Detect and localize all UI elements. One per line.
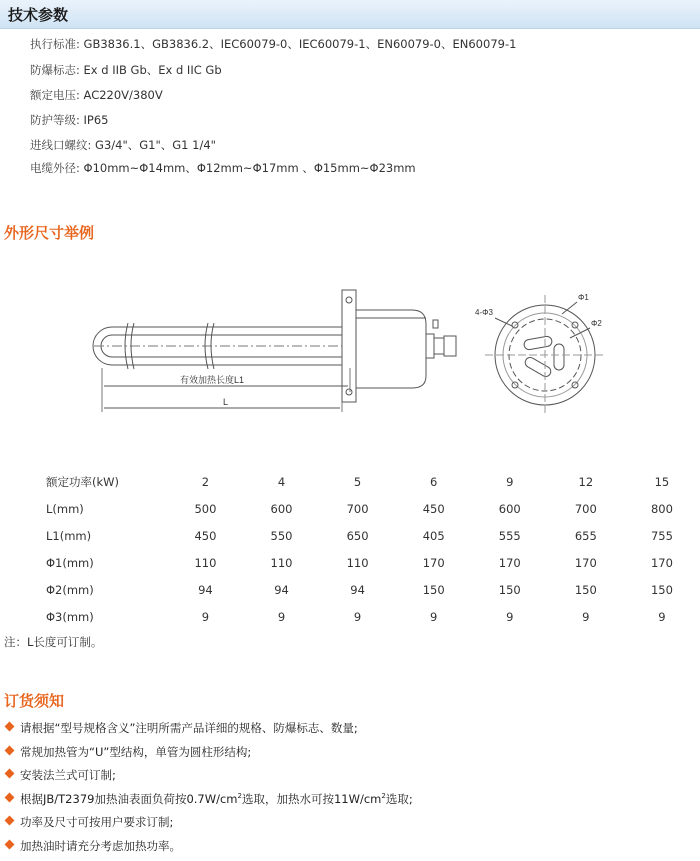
diamond-bullet-icon (5, 792, 15, 802)
table-row (28, 603, 700, 630)
table-cell: 170 (548, 549, 624, 576)
spec-label: 额定电压: (30, 88, 80, 102)
table-cell: 15 (624, 468, 700, 495)
spec-label: 执行标准: (30, 37, 80, 51)
table-cell: 700 (320, 495, 396, 522)
table-row-header: L(mm) (28, 495, 167, 522)
label-l1: 有效加热长度L1 (180, 374, 244, 385)
spec-value: G3/4"、G1"、G1 1/4" (95, 138, 216, 152)
table-row (28, 495, 700, 522)
spec-label: 电缆外径: (30, 161, 80, 175)
table-cell: 500 (167, 495, 243, 522)
table-cell: 6 (396, 468, 472, 495)
heating-tube-lower (112, 357, 350, 365)
table-cell: 94 (243, 576, 319, 603)
table-cell: 94 (320, 576, 396, 603)
spec-protection (30, 112, 109, 128)
ordering-title: 订货须知 (4, 690, 64, 711)
table-cell: 110 (320, 549, 396, 576)
table-cell: 600 (243, 495, 319, 522)
table-cell: 9 (396, 603, 472, 630)
table-cell: 110 (243, 549, 319, 576)
table-cell: 9 (472, 468, 548, 495)
heater-drawing (90, 280, 610, 430)
table-cell: 94 (167, 576, 243, 603)
spec-voltage (30, 87, 163, 103)
table-cell: 555 (472, 522, 548, 549)
table-cell: 9 (472, 603, 548, 630)
tube-slot (523, 336, 552, 351)
table-cell: 655 (548, 522, 624, 549)
table-cell: 5 (320, 468, 396, 495)
table-cell: 9 (243, 603, 319, 630)
dimensions-title: 外形尺寸举例 (4, 222, 94, 243)
spec-value: Φ10mm~Φ14mm、Φ12mm~Φ17mm 、Φ15mm~Φ23mm (84, 161, 416, 175)
spec-standard (30, 36, 516, 52)
diamond-bullet-icon (5, 816, 15, 826)
list-item: 根据JB/T2379加热油表面负荷按$0.7W/cm^2$选取，加热水可按$11W/cm^2$选取; (4, 791, 413, 815)
spec-explosion-mark (30, 62, 222, 78)
table-row-header: L1(mm) (28, 522, 167, 549)
page-title: 技术参数 (8, 4, 68, 25)
table-cell: 9 (548, 603, 624, 630)
table-row-header: Φ2(mm) (28, 576, 167, 603)
length-note: 注：L长度可订制。 (4, 634, 102, 650)
tube-slot (523, 356, 552, 379)
table-cell: 150 (624, 576, 700, 603)
spec-value: GB3836.1、GB3836.2、IEC60079-0、IEC60079-1、EN60079-0、EN60079-1 (84, 37, 517, 51)
table-row (28, 522, 700, 549)
table-cell: 150 (472, 576, 548, 603)
table-cell: 110 (167, 549, 243, 576)
label-phi2: Φ2 (591, 319, 602, 328)
table-cell: 170 (472, 549, 548, 576)
ordering-list (4, 720, 413, 861)
table-cell: 700 (548, 495, 624, 522)
diamond-bullet-icon (5, 722, 15, 732)
table-cell: 4 (243, 468, 319, 495)
table-header-row (28, 468, 700, 495)
table-cell: 9 (320, 603, 396, 630)
list-item: 安装法兰式可订制; (4, 767, 413, 791)
power-dimension-table (28, 468, 700, 630)
table-cell: 2 (167, 468, 243, 495)
spec-thread (30, 137, 216, 153)
label-phi1: Φ1 (578, 293, 589, 302)
diamond-bullet-icon (5, 745, 15, 755)
table-cell: 150 (548, 576, 624, 603)
list-item: 常规加热管为“U”型结构，单管为圆柱形结构; (4, 744, 413, 768)
table-cell: 9 (624, 603, 700, 630)
table-cell: 450 (396, 495, 472, 522)
table-row-header: Φ3(mm) (28, 603, 167, 630)
flange (342, 290, 356, 402)
table-cell: 9 (167, 603, 243, 630)
table-row-header: Φ1(mm) (28, 549, 167, 576)
diamond-bullet-icon (5, 769, 15, 779)
spec-value: IP65 (84, 113, 109, 127)
table-cell: 170 (624, 549, 700, 576)
table-cell: 600 (472, 495, 548, 522)
spec-label: 防爆标志: (30, 63, 80, 77)
table-row (28, 576, 700, 603)
junction-housing (356, 310, 426, 388)
table-cell: 405 (396, 522, 472, 549)
table-cell: 800 (624, 495, 700, 522)
spec-label: 防护等级: (30, 113, 80, 127)
list-item: 加热油时请充分考虑加热功率。 (4, 838, 413, 861)
break-mark (211, 323, 214, 369)
table-row-header: 额定功率(kW) (28, 468, 167, 495)
table-cell: 450 (167, 522, 243, 549)
table-cell: 550 (243, 522, 319, 549)
header-bar (0, 0, 700, 29)
table-cell: 170 (396, 549, 472, 576)
spec-value: Ex d IIB Gb、Ex d IIC Gb (84, 63, 222, 77)
spec-cable (30, 160, 416, 176)
spec-label: 进线口螺纹: (30, 138, 91, 152)
ground-screw (433, 320, 438, 328)
table-cell: 150 (396, 576, 472, 603)
table-row (28, 549, 700, 576)
table-cell: 12 (548, 468, 624, 495)
label-holes: 4-Φ3 (475, 308, 493, 317)
cable-gland (426, 334, 434, 358)
table-cell: 650 (320, 522, 396, 549)
list-item: 请根据“型号规格含义”注明所需产品详细的规格、防爆标志、数量; (4, 720, 413, 744)
diamond-bullet-icon (5, 839, 15, 849)
label-l: L (223, 397, 228, 407)
spec-value: AC220V/380V (84, 88, 163, 102)
heating-tube-upper (112, 327, 350, 335)
table-cell: 755 (624, 522, 700, 549)
list-item: 功率及尺寸可按用户要求订制; (4, 814, 413, 838)
tube-slot (554, 344, 564, 370)
